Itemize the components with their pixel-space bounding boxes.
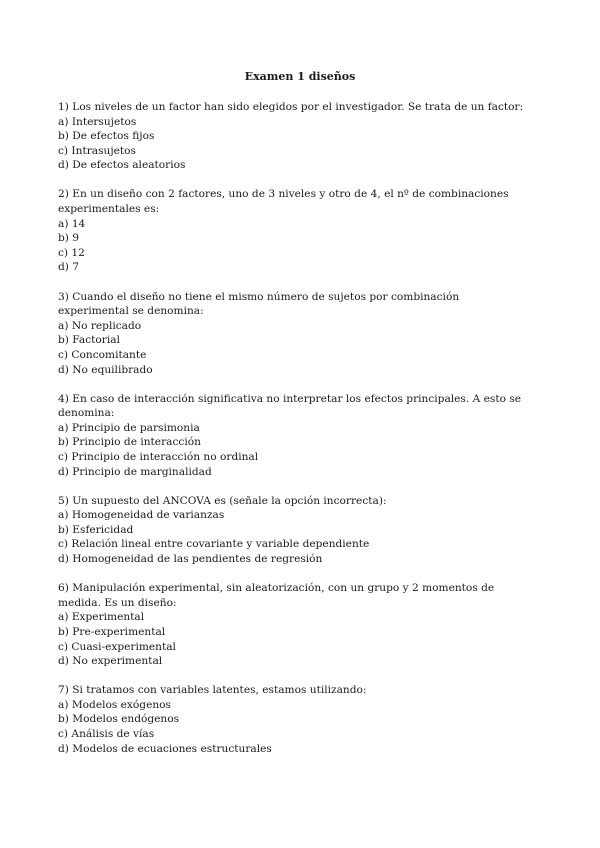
- answer-option-c: c) Concomitante: [58, 348, 147, 361]
- question-stem: 6) Manipulación experimental, sin aleatorización, con un grupo y 2 momentos de medida. Es un diseño:: [58, 582, 495, 609]
- answer-option-d: d) De efectos aleatorios: [58, 159, 186, 172]
- answer-option-b: b) Esfericidad: [58, 523, 134, 536]
- question-6: [58, 581, 528, 669]
- answer-option-c: c) Intrasujetos: [58, 144, 136, 157]
- question-4: [58, 392, 528, 480]
- answer-option-b: b) 9: [58, 232, 80, 245]
- answer-option-b: b) De efectos fijos: [58, 130, 155, 143]
- answer-option-d: d) No experimental: [58, 655, 163, 668]
- question-1: [58, 100, 528, 173]
- question-list: [58, 100, 528, 771]
- answer-option-a: a) Modelos exógenos: [58, 698, 171, 711]
- answer-option-c: c) Cuasi-experimental: [58, 640, 176, 653]
- answer-option-b: b) Pre-experimental: [58, 625, 166, 638]
- answer-option-a: a) Intersujetos: [58, 115, 137, 128]
- answer-option-c: c) 12: [58, 246, 85, 259]
- answer-option-b: b) Modelos endógenos: [58, 713, 180, 726]
- answer-option-b: b) Factorial: [58, 334, 120, 347]
- answer-option-a: a) Principio de parsimonia: [58, 421, 200, 434]
- answer-option-d: d) No equilibrado: [58, 363, 153, 376]
- question-5: [58, 494, 528, 567]
- answer-option-c: c) Análisis de vías: [58, 727, 155, 740]
- answer-option-a: a) Homogeneidad de varianzas: [58, 509, 225, 522]
- question-stem: 3) Cuando el diseño no tiene el mismo número de sujetos por combinación experimental se denomina:: [58, 290, 460, 318]
- answer-option-d: d) 7: [58, 261, 80, 274]
- answer-option-a: a) Experimental: [58, 611, 145, 624]
- answer-option-a: a) No replicado: [58, 319, 142, 332]
- question-stem: 5) Un supuesto del ANCOVA es (señale la opción incorrecta):: [58, 494, 387, 507]
- answer-option-b: b) Principio de interacción: [58, 436, 201, 449]
- answer-option-d: d) Modelos de ecuaciones estructurales: [58, 742, 272, 755]
- answer-option-d: d) Homogeneidad de las pendientes de regresión: [58, 553, 323, 566]
- question-stem: 4) En caso de interacción significativa no interpretar los efectos principales. A esto se denomina:: [58, 392, 522, 420]
- question-stem: 2) En un diseño con 2 factores, uno de 3 niveles y otro de 4, el nº de combinaciones experimentales es:: [58, 188, 509, 216]
- document-title: Examen 1 diseños: [244, 70, 356, 83]
- answer-option-a: a) 14: [58, 217, 86, 230]
- answer-option-c: c) Relación lineal entre covariante y variable dependiente: [58, 538, 370, 551]
- answer-option-d: d) Principio de marginalidad: [58, 465, 212, 478]
- question-stem: 7) Si tratamos con variables latentes, estamos utilizando:: [58, 684, 367, 697]
- answer-option-c: c) Principio de interacción no ordinal: [58, 450, 259, 463]
- question-stem: 1) Los niveles de un factor han sido elegidos por el investigador. Se trata de un factor:: [58, 101, 524, 113]
- question-7: [58, 683, 528, 756]
- question-3: [58, 290, 528, 378]
- question-2: [58, 187, 528, 275]
